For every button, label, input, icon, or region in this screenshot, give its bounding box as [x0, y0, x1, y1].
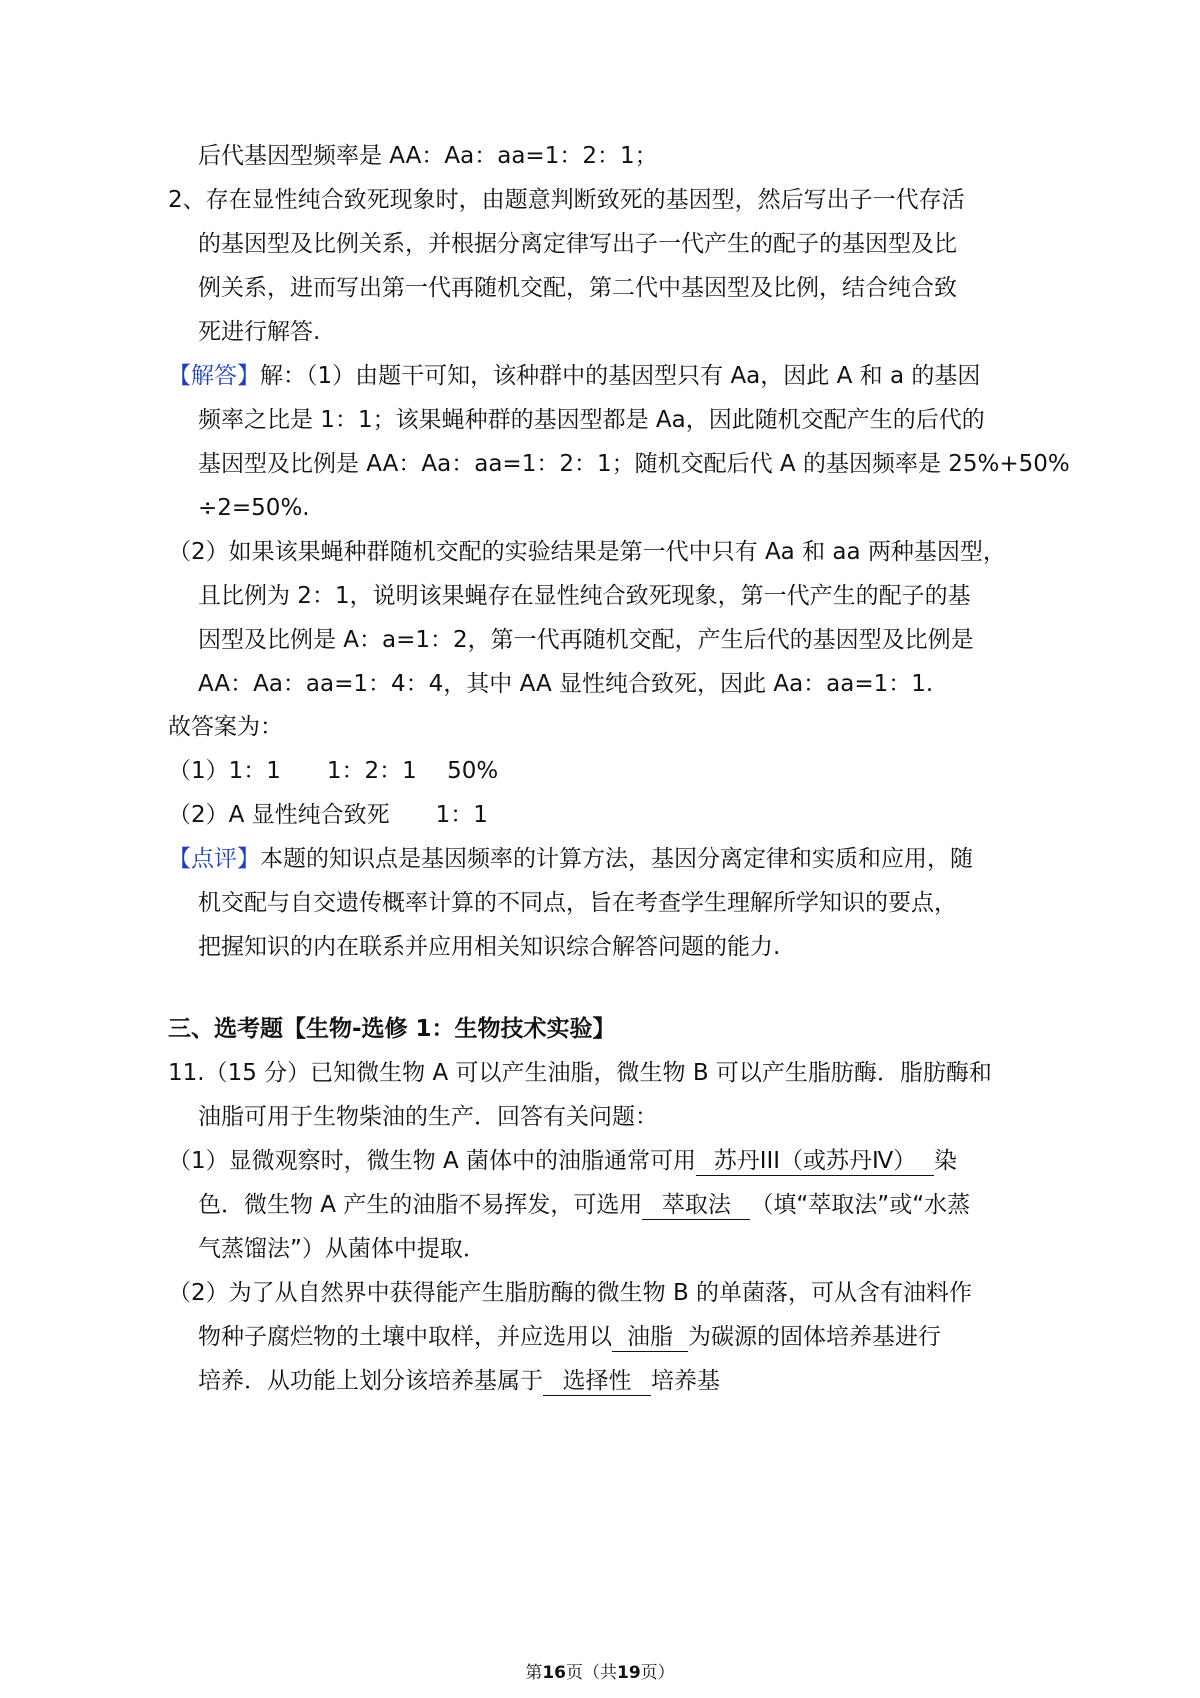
- section-heading: 三、选考题【生物-选修 1：生物技术实验】: [168, 1016, 616, 1042]
- filled-blank: 萃取法: [642, 1191, 750, 1220]
- comment-paragraph-line: [168, 844, 973, 874]
- text-line: 且比例为 2：1，说明该果蝇存在显性纯合致死现象，第一代产生的配子的基: [198, 583, 971, 609]
- filled-blank: 苏丹III（或苏丹Ⅳ）: [696, 1147, 934, 1176]
- text-line: 因型及比例是 A：a=1：2，第一代再随机交配，产生后代的基因型及比例是: [198, 627, 974, 653]
- text-line: 的基因型及比例关系，并根据分离定律写出子一代产生的配子的基因型及比: [198, 231, 957, 257]
- comment-tag: 【点评】: [168, 846, 260, 872]
- text-segment: 培养基: [651, 1368, 720, 1394]
- text-line: 死进行解答.: [198, 319, 321, 345]
- text-segment: 物种子腐烂物的土壤中取样，并应选用以: [198, 1324, 612, 1350]
- comment-text: 本题的知识点是基因频率的计算方法，基因分离定律和实质和应用，随: [260, 846, 973, 872]
- text-line: （2）为了从自然界中获得能产生脂肪酶的微生物 B 的单菌落，可从含有油料作: [168, 1280, 973, 1306]
- filled-blank: 选择性: [543, 1367, 651, 1396]
- text-segment: 为碳源的固体培养基进行: [688, 1324, 941, 1350]
- page-number: 16: [542, 1663, 566, 1683]
- answer-tag: 【解答】: [168, 363, 260, 389]
- question-line: [168, 1146, 957, 1176]
- page-footer: [0, 1658, 1200, 1683]
- text-line: AA：Aa：aa=1：4：4，其中 AA 显性纯合致死，因此 Aa：aa=1：1.: [198, 671, 934, 697]
- text-line: 把握知识的内在联系并应用相关知识综合解答问题的能力.: [198, 934, 781, 960]
- answer-1: （1）1：1 1：2：1 50%: [168, 758, 499, 784]
- text-line: 气蒸馏法”）从菌体中提取．: [198, 1236, 486, 1262]
- text-line: 后代基因型频率是 AA：Aa：aa=1：2：1；: [198, 143, 658, 169]
- text-line: 机交配与自交遗传概率计算的不同点，旨在考查学生理解所学知识的要点，: [198, 890, 957, 916]
- answer-heading: 故答案为：: [168, 714, 283, 740]
- footer-text: 页）: [640, 1663, 675, 1683]
- answer-text: 解：（1）由题干可知，该种群中的基因型只有 Aa，因此 A 和 a 的基因: [260, 363, 981, 389]
- answer-paragraph-line: [168, 361, 980, 391]
- text-line: 频率之比是 1：1；该果蝇种群的基因型都是 Aa，因此随机交配产生的后代的: [198, 407, 985, 433]
- footer-text: 页（共: [566, 1663, 617, 1683]
- text-segment: （1）显微观察时，微生物 A 菌体中的油脂通常可用: [168, 1148, 696, 1174]
- text-segment: 染: [934, 1148, 957, 1174]
- answer-2: （2）A 显性纯合致死 1：1: [168, 802, 488, 828]
- text-line: 例关系，进而写出第一代再随机交配，第二代中基因型及比例，结合纯合致: [198, 275, 957, 301]
- text-line: 油脂可用于生物柴油的生产．回答有关问题：: [198, 1104, 658, 1130]
- text-segment: （填“萃取法”或“水蒸: [750, 1192, 971, 1218]
- text-line: ÷2=50%.: [198, 495, 310, 521]
- question-line: [198, 1366, 720, 1396]
- question-11-line: 11.（15 分）已知微生物 A 可以产生油脂，微生物 B 可以产生脂肪酶．脂肪酶和: [168, 1060, 992, 1086]
- text-line: 基因型及比例是 AA：Aa：aa=1：2：1；随机交配后代 A 的基因频率是 25%+50%: [198, 451, 1070, 477]
- question-line: [198, 1190, 970, 1220]
- footer-text: 第: [525, 1663, 543, 1683]
- text-line: （2）如果该果蝇种群随机交配的实验结果是第一代中只有 Aa 和 aa 两种基因型，: [168, 539, 1006, 565]
- text-segment: 色．微生物 A 产生的油脂不易挥发，可选用: [198, 1192, 643, 1218]
- filled-blank: 油脂: [612, 1323, 688, 1352]
- question-line: [198, 1322, 941, 1352]
- total-pages: 19: [617, 1663, 641, 1683]
- text-segment: 培养．从功能上划分该培养基属于: [198, 1368, 543, 1394]
- text-line: 2、存在显性纯合致死现象时，由题意判断致死的基因型，然后写出子一代存活: [168, 187, 965, 213]
